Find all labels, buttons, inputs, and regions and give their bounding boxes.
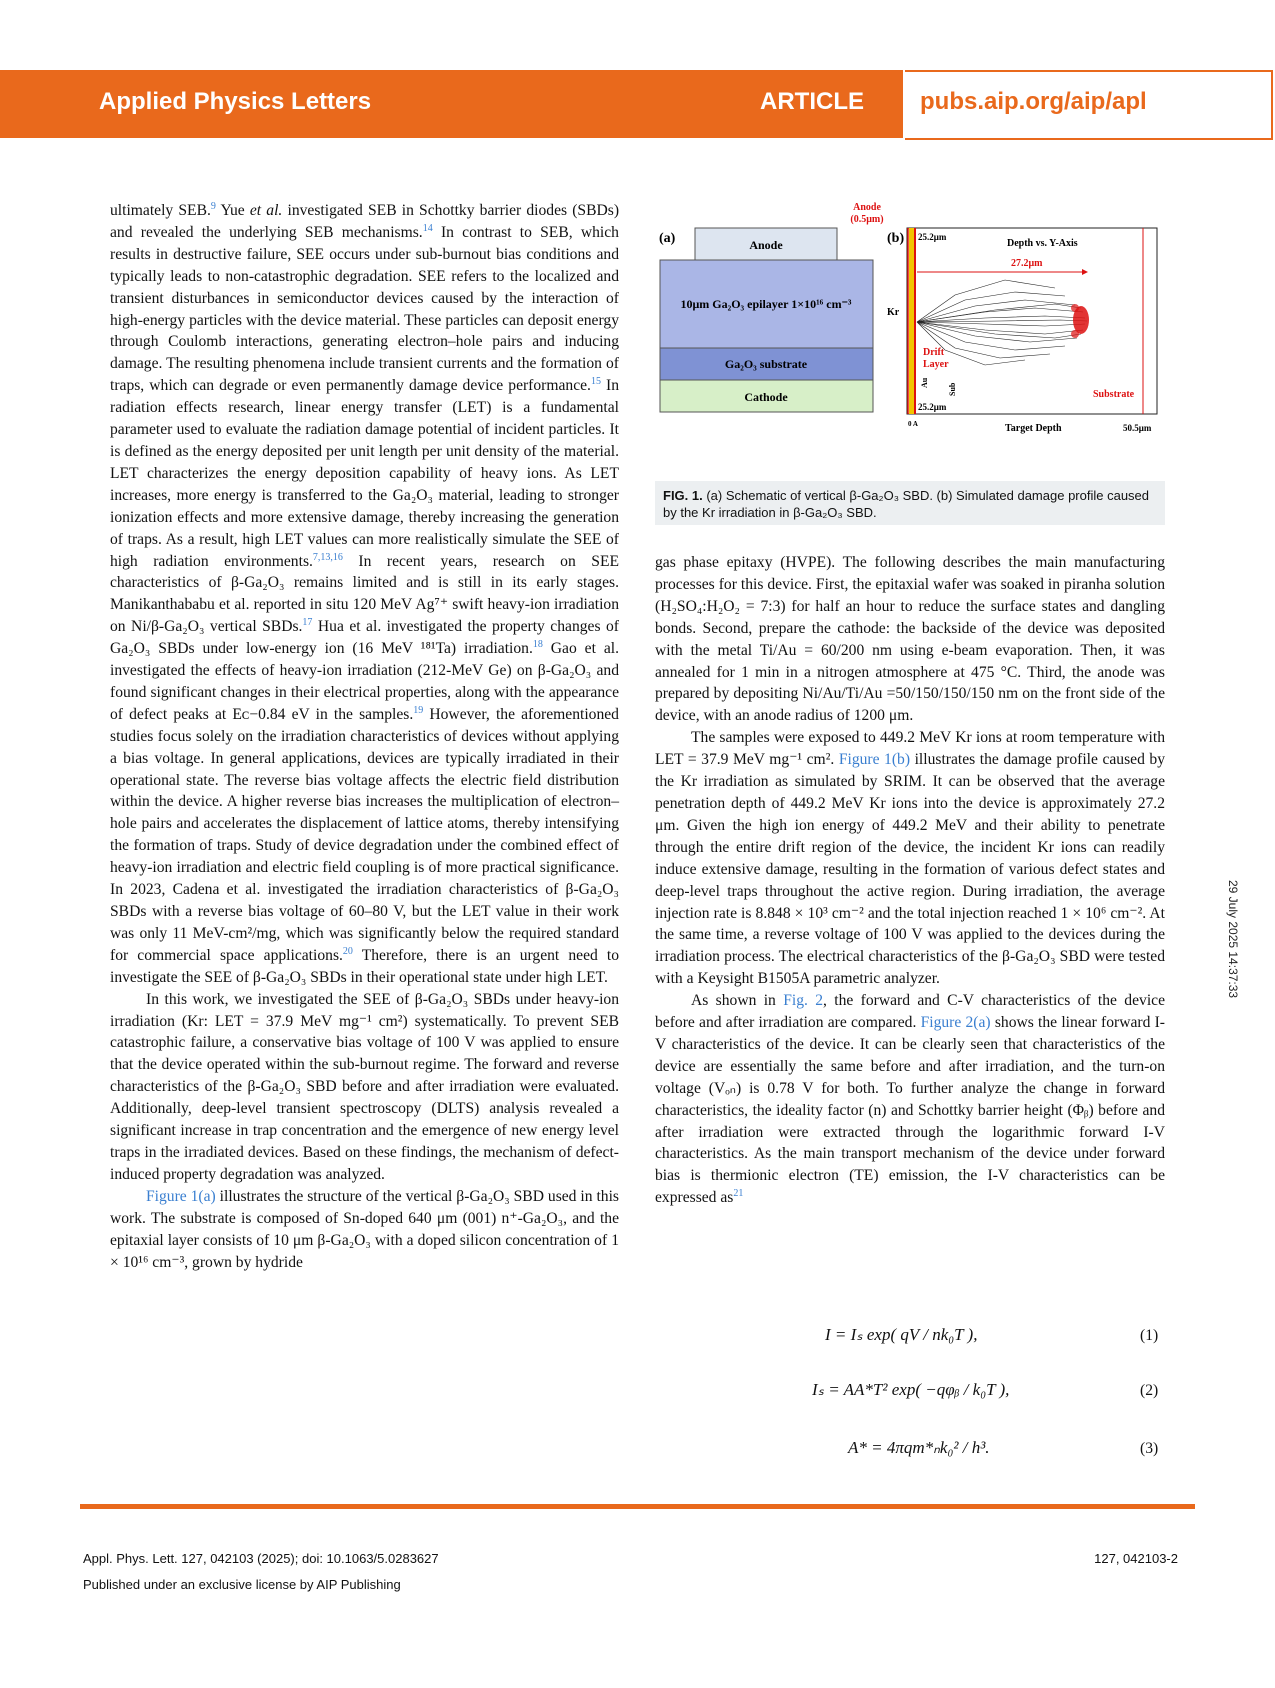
b-anode-thickness: (0.5μm)	[850, 214, 884, 225]
text: investigated SEB in Schottky barrier diodes (SBDs) and revealed the underlying SEB mechanisms.	[110, 202, 620, 241]
b-depth-272: 27.2μm	[1011, 258, 1043, 269]
figure-caption	[655, 481, 1165, 525]
b-drift-label: Drift	[923, 347, 945, 358]
text: et al.	[249, 202, 283, 219]
text: The samples were exposed to 449.2 MeV Kr ions at room temperature with LET = 37.9 MeV mg⁻¹ cm².	[655, 729, 1165, 769]
b-505: 50.5μm	[1123, 423, 1152, 433]
text: Hua et al. investigated the property changes of Ga₂O₃ SBDs under low-energy ion (16 MeV ¹⁸¹Ta) irradiation.	[110, 618, 619, 658]
reference-link[interactable]: 19	[413, 704, 424, 716]
paragraph	[110, 200, 619, 989]
text: illustrates the structure of the vertical β-Ga₂O₃ SBD used in this work. The substrate is composed of Sn-doped 640 μm (001) n⁺-Ga₂O₃, and the epitaxial layer consists of 10 μm β-Ga₂O₃ with a doped silicon concentration of 1 × 10¹⁶ cm⁻³, grown by hydride	[110, 1187, 619, 1271]
plot-frame	[907, 228, 1157, 414]
figure-link[interactable]: Figure 1(b)	[838, 751, 911, 769]
equation-2-number: (2)	[1140, 1382, 1159, 1399]
text: Gao et al. investigated the effects of heavy-ion irradiation (212-MeV Ge) on β-Ga₂O₃ and found significant changes in their electrical properties, along with the appearance of defect peaks at Eᴄ−0.84 eV in the samples.	[110, 640, 619, 723]
paragraph: gas phase epitaxy (HVPE). The following describes the main manufacturing processes for this device. First, the epitaxial wafer was soaked in piranha solution (H₂SO₄:H₂O₂ = 7:3) for half an hour to reduce the surface states and dangling bonds. Second, prepare the cathode: the backside of the device was deposited with the metal Ti/Au = 60/200 nm using e-beam evaporation. Then, it was annealed for 1 min in a nitrogen atmosphere at 475 °C. Third, the anode was prepared by depositing Ni/Au/Ti/Au =50/150/150/150 nm on the front side of the device, with an anode radius of 1200 μm.	[655, 554, 1165, 725]
footer-rule	[80, 1504, 1195, 1509]
footer-citation: Appl. Phys. Lett. 127, 042103 (2025); doi: 10.1063/5.0283627	[83, 1551, 439, 1566]
b-layer-label: Layer	[923, 359, 949, 370]
journal-title: Applied Physics Letters	[99, 88, 372, 115]
text: In contrast to SEB, which results in destructive failure, SEE occurs under sub-burnout bias conditions and typically leads to non-catastrophic degradation. SEE refers to the localized and transient disturbances in semiconductor devices caused by the interaction of high-energy particles with the device material. These particles can deposit energy through Coulomb interactions, generating electron–hole pairs and inducing damage. The resulting phenomena include transient currents and the formation of traps, which can degrade or even permanently damage device performance.	[110, 223, 619, 395]
left-column	[110, 200, 619, 1273]
b-sub-rotated: Sub	[948, 382, 957, 396]
reference-link[interactable]: 20	[342, 945, 353, 957]
b-zero: 0 A	[908, 420, 918, 428]
reference-link[interactable]: 15	[590, 376, 601, 388]
journal-url-link[interactable]: pubs.aip.org/aip/apl	[920, 88, 1147, 115]
epilayer-label: 10μm Ga₂O₃ epilayer 1×10¹⁶ cm⁻³	[680, 297, 852, 311]
text: However, the aforementioned studies focus solely on the irradiation characteristics of devices without applying a bias voltage. In general applications, devices are typically irradiated in their operational state. The reverse bias voltage affects the electric field distribution within the device. A higher reverse bias increases the multiplication of electron–hole pairs and accelerates the displacement of lattice atoms, thereby intensifying the formation of traps. Study of device degradation under the combined effect of heavy-ion irradiation and electric field coupling is of more practical significance. In 2023, Cadena et al. investigated the irradiation characteristics of β-Ga₂O₃ SBDs with a reverse bias voltage of 60–80 V, but the LET value in their work was only 11 MeV-cm²/mg, which was significantly below the required standard for commercial space applications.	[110, 705, 619, 964]
equation-3: A* = 4πqm*ₙk₀² / h³.	[848, 1438, 990, 1457]
text: Yue	[215, 202, 250, 219]
paragraph: In this work, we investigated the SEE of β-Ga₂O₃ SBDs under heavy-ion irradiation (Kr: LET = 37.9 MeV mg⁻¹ cm²) systematically. To prevent SEB catastrophic failure, a conservative bias voltage of 100 V was applied to ensure that the device operated within the sub-burnout regime. The forward and reverse characteristics of the β-Ga₂O₃ SBD before and after irradiation were evaluated. Additionally, deep-level transient spectroscopy (DLTS) analysis revealed a significant increase in trap concentration and the emergence of new energy level traps in the irradiated devices. Based on these findings, the mechanism of defect-induced property degradation was analyzed.	[110, 990, 619, 1183]
b-au-label: Au	[920, 377, 929, 388]
b-depth-bottom: 25.2μm	[918, 402, 947, 412]
caption-text: (a) Schematic of vertical β-Ga₂O₃ SBD. (b) Simulated damage profile caused by the Kr irradiation in β-Ga₂O₃ SBD.	[663, 488, 1150, 520]
figure-link[interactable]: Fig. 2	[783, 992, 824, 1010]
caption-label: FIG. 1.	[663, 488, 703, 503]
paragraph	[655, 990, 1165, 1209]
cathode-label: Cathode	[744, 390, 788, 404]
text: Therefore, there is an urgent need to investigate the SEE of β-Ga₂O₃ SBDs in their operational state under high LET.	[110, 946, 619, 986]
reference-link[interactable]: 21	[733, 1188, 744, 1200]
page-header	[0, 70, 1275, 138]
panel-a-label: (a)	[659, 231, 676, 246]
anode-label: Anode	[749, 238, 783, 252]
b-substrate-label: Substrate	[1093, 389, 1135, 400]
reference-link[interactable]: 17	[302, 617, 313, 629]
text: As shown in	[691, 992, 784, 1010]
anode-strip	[909, 228, 914, 414]
b-kr-label: Kr	[887, 307, 900, 318]
paragraph	[110, 1186, 619, 1274]
reference-link[interactable]: 9	[210, 200, 216, 212]
figure-link[interactable]: Figure 1(a)	[146, 1187, 216, 1205]
footer-page: 127, 042103-2	[1094, 1551, 1178, 1566]
b-target-depth: Target Depth	[1005, 423, 1062, 434]
substrate-label: Ga₂O₃ substrate	[724, 357, 808, 371]
text: illustrates the damage profile caused by the Kr irradiation as simulated by SRIM. It can be observed that the average penetration depth of 449.2 MeV Kr ions into the device is approximately 27.2 μm. Given the high ion energy of 449.2 MeV and their ability to penetrate through the entire drift region of the device, the incident Kr ions can readily induce extensive damage, resulting in the formation of various defect states and deep-level traps throughout the active region. During irradiation, the average injection rate is 8.848 × 10³ cm⁻² and the total injection reached 1 × 10⁶ cm⁻². At the same time, a reverse voltage of 100 V was applied to the devices during the irradiation process. The electrical characteristics of the β-Ga₂O₃ SBD were tested with a Keysight B1505A parametric analyzer.	[655, 751, 1165, 988]
download-timestamp: 29 July 2025 14:37:33	[1226, 880, 1240, 999]
equation-2: Iₛ = AA*T² exp( −qφᵦ / k₀T ),	[812, 1380, 1010, 1399]
b-plot-title: Depth vs. Y-Axis	[1007, 238, 1078, 249]
b-depth-top: 25.2μm	[918, 232, 947, 242]
reference-link[interactable]: 18	[532, 638, 543, 650]
equation-1: I = Iₛ exp( qV / nk₀T ),	[825, 1325, 978, 1344]
panel-b-label: (b)	[887, 231, 905, 246]
equation-1-number: (1)	[1140, 1327, 1159, 1344]
text: In recent years, research on SEE characteristics of β-Ga₂O₃ remains limited and is still in its early stages. Manikanthababu et al. reported in situ 120 MeV Ag⁷⁺ swift heavy-ion irradiation on Ni/β-Ga₂O₃ vertical SBDs.	[110, 552, 619, 636]
figure-1	[655, 200, 1165, 490]
equation-3-number: (3)	[1140, 1440, 1159, 1457]
footer-license: Published under an exclusive license by AIP Publishing	[83, 1577, 401, 1592]
figure-link[interactable]: Figure 2(a)	[920, 1014, 991, 1032]
article-label: ARTICLE	[760, 88, 864, 115]
text: , the forward and C-V characteristics of the device before and after irradiation are compared.	[655, 992, 1165, 1032]
text: ultimately SEB.	[110, 202, 211, 219]
right-column	[655, 552, 1165, 1209]
reference-link[interactable]: 14	[422, 222, 433, 234]
text: shows the linear forward I-V characteristics of the device. It can be clearly seen that characteristics of the device are essentially the same before and after irradiation, and the turn-on voltage (Vₒₙ) is 0.78 V for both. To further analyze the change in forward characteristics, the ideality factor (n) and Schottky barrier height (Φᵦ) before and after irradiation were extracted through the logarithmic forward I-V characteristics. As the main transport mechanism of the device under forward bias is thermionic electron (TE) emission, the I-V characteristics can be expressed as	[655, 1014, 1165, 1207]
paragraph	[655, 727, 1165, 990]
reference-link[interactable]: 7,13,16	[312, 551, 343, 563]
b-anode-label: Anode	[853, 202, 881, 213]
text: In radiation effects research, linear energy transfer (LET) is a fundamental parameter used to evaluate the radiation damage potential of incident particles. It is defined as the energy deposited per unit length per unit density of the material. LET characterizes the energy deposition capability of heavy ions. As LET increases, more energy is transferred to the Ga₂O₃ material, leading to stronger ionization effects and more extensive damage, thereby increasing the generation of traps. As a result, high LET values can more realistically simulate the SEE of high radiation environments.	[110, 377, 619, 570]
figure-1-graphic	[655, 200, 1165, 440]
